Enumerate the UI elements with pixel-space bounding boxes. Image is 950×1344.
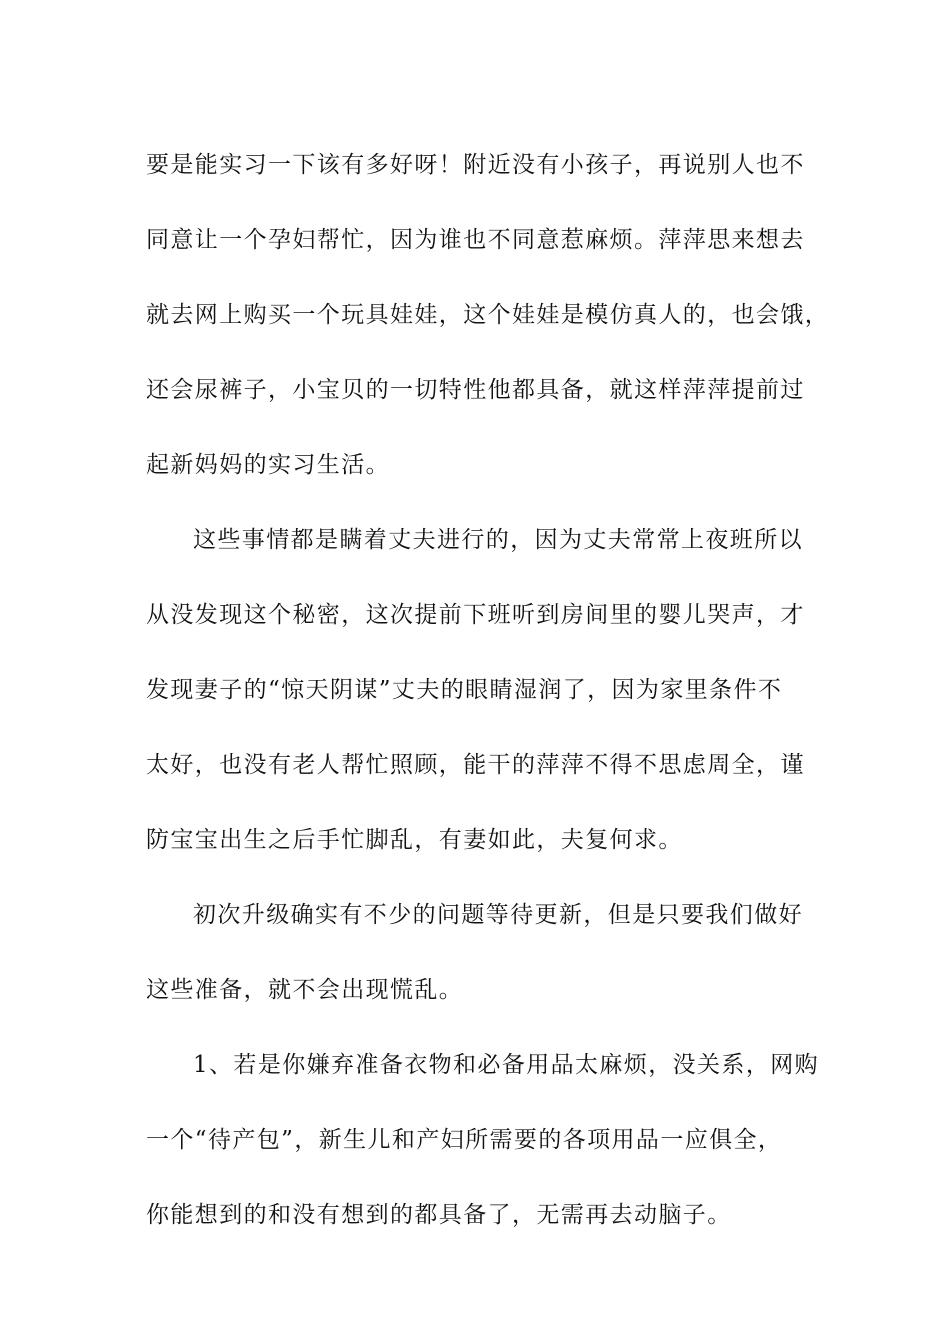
paragraph-4 — [146, 1028, 820, 1253]
text-line: 同意让一个孕妇帮忙，因为谁也不同意惹麻烦。萍萍思来想去 — [146, 227, 805, 253]
text-line: 这些准备，就不会出现慌乱。 — [146, 977, 464, 1003]
text-line: 初次升级确实有不少的问题等待更新，但是只要我们做好 — [193, 902, 803, 928]
text-line: 起新妈妈的实习生活。 — [146, 452, 390, 478]
paragraph-2 — [146, 503, 806, 878]
text-line: 发现妻子的“惊天阴谋”丈夫的眼睛湿润了，因为家里条件不 — [146, 677, 783, 703]
text-line: 你能想到的和没有想到的都具备了，无需再去动脑子。 — [146, 1202, 732, 1228]
text-line: 1、若是你嫌弃准备衣物和必备用品太麻烦，没关系，网购 — [193, 1052, 820, 1078]
text-line: 就去网上购买一个玩具娃娃，这个娃娃是模仿真人的，也会饿， — [146, 302, 830, 328]
text-line: 一个“待产包”，新生儿和产妇所需要的各项用品一应俱全， — [146, 1127, 783, 1153]
text-line: 还会尿裤子，小宝贝的一切特性他都具备，就这样萍萍提前过 — [146, 377, 805, 403]
text-line: 要是能实习一下该有多好呀！附近没有小孩子，再说别人也不 — [146, 152, 805, 178]
body-text — [146, 128, 830, 1253]
text-line: 从没发现这个秘密，这次提前下班听到房间里的婴儿哭声，才 — [146, 602, 805, 628]
text-line: 太好，也没有老人帮忙照顾，能干的萍萍不得不思虑周全，谨 — [146, 752, 805, 778]
text-line: 防宝宝出生之后手忙脚乱，有妻如此，夫复何求。 — [146, 827, 683, 853]
paragraph-1 — [146, 128, 830, 503]
text-line: 这些事情都是瞒着丈夫进行的，因为丈夫常常上夜班所以 — [193, 527, 803, 553]
paragraph-3 — [146, 878, 806, 1028]
